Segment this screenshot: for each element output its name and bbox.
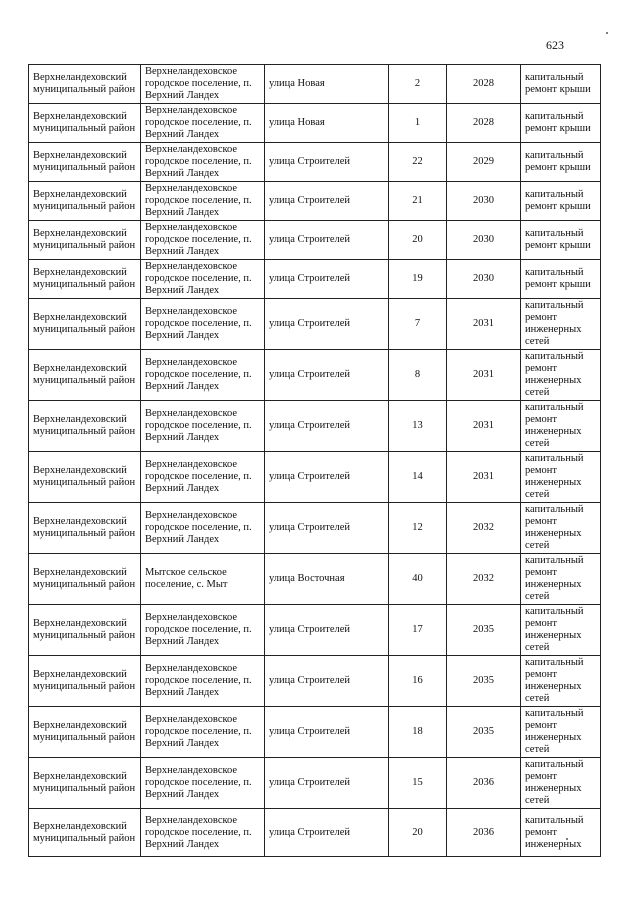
cell-house-number: 13 bbox=[389, 401, 447, 452]
cell-year: 2032 bbox=[447, 503, 521, 554]
cell-work-type: капитальный ремонт крыши bbox=[521, 143, 601, 182]
cell-settlement: Верхнеландеховское городское поселение, п. Верхний Ландех bbox=[141, 452, 265, 503]
cell-year: 2031 bbox=[447, 299, 521, 350]
cell-settlement: Верхнеландеховское городское поселение, п. Верхний Ландех bbox=[141, 350, 265, 401]
cell-settlement: Верхнеландеховское городское поселение, п. Верхний Ландех bbox=[141, 656, 265, 707]
cell-work-type: капитальный ремонт инженерных сетей bbox=[521, 503, 601, 554]
cell-street: улица Строителей bbox=[265, 260, 389, 299]
table-row bbox=[29, 809, 601, 857]
cell-settlement: Верхнеландеховское городское поселение, п. Верхний Ландех bbox=[141, 65, 265, 104]
cell-district: Верхнеландеховский муниципальный район bbox=[29, 707, 141, 758]
housing-repair-table bbox=[28, 64, 601, 857]
cell-settlement: Верхнеландеховское городское поселение, п. Верхний Ландех bbox=[141, 299, 265, 350]
cell-district: Верхнеландеховский муниципальный район bbox=[29, 809, 141, 857]
cell-street: улица Строителей bbox=[265, 503, 389, 554]
cell-district: Верхнеландеховский муниципальный район bbox=[29, 221, 141, 260]
cell-work-type: капитальный ремонт инженерных сетей bbox=[521, 299, 601, 350]
cell-street: улица Новая bbox=[265, 65, 389, 104]
cell-district: Верхнеландеховский муниципальный район bbox=[29, 554, 141, 605]
cell-street: улица Строителей bbox=[265, 656, 389, 707]
table-row bbox=[29, 182, 601, 221]
cell-house-number: 17 bbox=[389, 605, 447, 656]
cell-house-number: 18 bbox=[389, 707, 447, 758]
cell-work-type: капитальный ремонт инженерных сетей bbox=[521, 350, 601, 401]
cell-work-type: капитальный ремонт инженерных сетей bbox=[521, 656, 601, 707]
cell-settlement: Верхнеландеховское городское поселение, п. Верхний Ландех bbox=[141, 707, 265, 758]
table-row bbox=[29, 143, 601, 182]
table-row bbox=[29, 350, 601, 401]
cell-district: Верхнеландеховский муниципальный район bbox=[29, 656, 141, 707]
page-number: 623 bbox=[546, 38, 564, 52]
table-row bbox=[29, 260, 601, 299]
table-row bbox=[29, 65, 601, 104]
cell-house-number: 15 bbox=[389, 758, 447, 809]
cell-house-number: 14 bbox=[389, 452, 447, 503]
cell-house-number: 1 bbox=[389, 104, 447, 143]
cell-district: Верхнеландеховский муниципальный район bbox=[29, 605, 141, 656]
scan-mark-top bbox=[606, 32, 608, 34]
table-row bbox=[29, 221, 601, 260]
table-row bbox=[29, 707, 601, 758]
cell-house-number: 20 bbox=[389, 809, 447, 857]
cell-street: улица Строителей bbox=[265, 707, 389, 758]
cell-house-number: 7 bbox=[389, 299, 447, 350]
cell-house-number: 19 bbox=[389, 260, 447, 299]
cell-district: Верхнеландеховский муниципальный район bbox=[29, 503, 141, 554]
cell-work-type: капитальный ремонт инженерных сетей bbox=[521, 605, 601, 656]
cell-house-number: 40 bbox=[389, 554, 447, 605]
cell-street: улица Восточная bbox=[265, 554, 389, 605]
cell-year: 2030 bbox=[447, 221, 521, 260]
cell-district: Верхнеландеховский муниципальный район bbox=[29, 143, 141, 182]
cell-street: улица Строителей bbox=[265, 182, 389, 221]
cell-street: улица Строителей bbox=[265, 401, 389, 452]
cell-district: Верхнеландеховский муниципальный район bbox=[29, 452, 141, 503]
cell-house-number: 12 bbox=[389, 503, 447, 554]
table-row bbox=[29, 452, 601, 503]
cell-street: улица Строителей bbox=[265, 452, 389, 503]
table-body bbox=[29, 65, 601, 857]
cell-work-type: капитальный ремонт инженерных сетей bbox=[521, 452, 601, 503]
cell-street: улица Строителей bbox=[265, 299, 389, 350]
cell-year: 2031 bbox=[447, 401, 521, 452]
cell-settlement: Верхнеландеховское городское поселение, п. Верхний Ландех bbox=[141, 221, 265, 260]
cell-house-number: 8 bbox=[389, 350, 447, 401]
cell-district: Верхнеландеховский муниципальный район bbox=[29, 65, 141, 104]
cell-settlement: Верхнеландеховское городское поселение, п. Верхний Ландех bbox=[141, 503, 265, 554]
cell-street: улица Строителей bbox=[265, 221, 389, 260]
cell-settlement: Верхнеландеховское городское поселение, п. Верхний Ландех bbox=[141, 605, 265, 656]
cell-district: Верхнеландеховский муниципальный район bbox=[29, 182, 141, 221]
cell-work-type: капитальный ремонт крыши bbox=[521, 65, 601, 104]
cell-year: 2028 bbox=[447, 65, 521, 104]
cell-settlement: Верхнеландеховское городское поселение, п. Верхний Ландех bbox=[141, 143, 265, 182]
cell-district: Верхнеландеховский муниципальный район bbox=[29, 260, 141, 299]
table-row bbox=[29, 503, 601, 554]
cell-year: 2035 bbox=[447, 707, 521, 758]
cell-settlement: Верхнеландеховское городское поселение, п. Верхний Ландех bbox=[141, 260, 265, 299]
cell-district: Верхнеландеховский муниципальный район bbox=[29, 758, 141, 809]
table-row bbox=[29, 605, 601, 656]
cell-work-type: капитальный ремонт инженерных сетей bbox=[521, 707, 601, 758]
cell-settlement: Верхнеландеховское городское поселение, п. Верхний Ландех bbox=[141, 182, 265, 221]
cell-street: улица Строителей bbox=[265, 350, 389, 401]
cell-house-number: 16 bbox=[389, 656, 447, 707]
table-row bbox=[29, 401, 601, 452]
cell-work-type: капитальный ремонт крыши bbox=[521, 260, 601, 299]
cell-house-number: 2 bbox=[389, 65, 447, 104]
cell-district: Верхнеландеховский муниципальный район bbox=[29, 401, 141, 452]
cell-street: улица Строителей bbox=[265, 758, 389, 809]
cell-year: 2030 bbox=[447, 260, 521, 299]
cell-district: Верхнеландеховский муниципальный район bbox=[29, 104, 141, 143]
cell-house-number: 22 bbox=[389, 143, 447, 182]
cell-year: 2035 bbox=[447, 656, 521, 707]
cell-work-type: капитальный ремонт инженерных сетей bbox=[521, 554, 601, 605]
cell-settlement: Мытское сельское поселение, с. Мыт bbox=[141, 554, 265, 605]
cell-year: 2035 bbox=[447, 605, 521, 656]
cell-street: улица Новая bbox=[265, 104, 389, 143]
cell-district: Верхнеландеховский муниципальный район bbox=[29, 350, 141, 401]
cell-year: 2030 bbox=[447, 182, 521, 221]
cell-street: улица Строителей bbox=[265, 605, 389, 656]
table-row bbox=[29, 299, 601, 350]
table-row bbox=[29, 104, 601, 143]
cell-work-type: капитальный ремонт инженерных сетей bbox=[521, 401, 601, 452]
cell-year: 2029 bbox=[447, 143, 521, 182]
cell-street: улица Строителей bbox=[265, 809, 389, 857]
cell-year: 2028 bbox=[447, 104, 521, 143]
cell-year: 2036 bbox=[447, 809, 521, 857]
cell-settlement: Верхнеландеховское городское поселение, п. Верхний Ландех bbox=[141, 104, 265, 143]
cell-work-type: капитальный ремонт инженерных сетей bbox=[521, 758, 601, 809]
cell-year: 2031 bbox=[447, 452, 521, 503]
cell-house-number: 21 bbox=[389, 182, 447, 221]
cell-year: 2032 bbox=[447, 554, 521, 605]
cell-district: Верхнеландеховский муниципальный район bbox=[29, 299, 141, 350]
cell-work-type: капитальный ремонт крыши bbox=[521, 221, 601, 260]
cell-house-number: 20 bbox=[389, 221, 447, 260]
cell-settlement: Верхнеландеховское городское поселение, п. Верхний Ландех bbox=[141, 809, 265, 857]
table-row bbox=[29, 554, 601, 605]
table-row bbox=[29, 758, 601, 809]
cell-street: улица Строителей bbox=[265, 143, 389, 182]
cell-settlement: Верхнеландеховское городское поселение, п. Верхний Ландех bbox=[141, 401, 265, 452]
cell-work-type: капитальный ремонт инженерных bbox=[521, 809, 601, 857]
cell-year: 2036 bbox=[447, 758, 521, 809]
table-row bbox=[29, 656, 601, 707]
cell-settlement: Верхнеландеховское городское поселение, п. Верхний Ландех bbox=[141, 758, 265, 809]
cell-year: 2031 bbox=[447, 350, 521, 401]
cell-work-type: капитальный ремонт крыши bbox=[521, 104, 601, 143]
cell-work-type: капитальный ремонт крыши bbox=[521, 182, 601, 221]
